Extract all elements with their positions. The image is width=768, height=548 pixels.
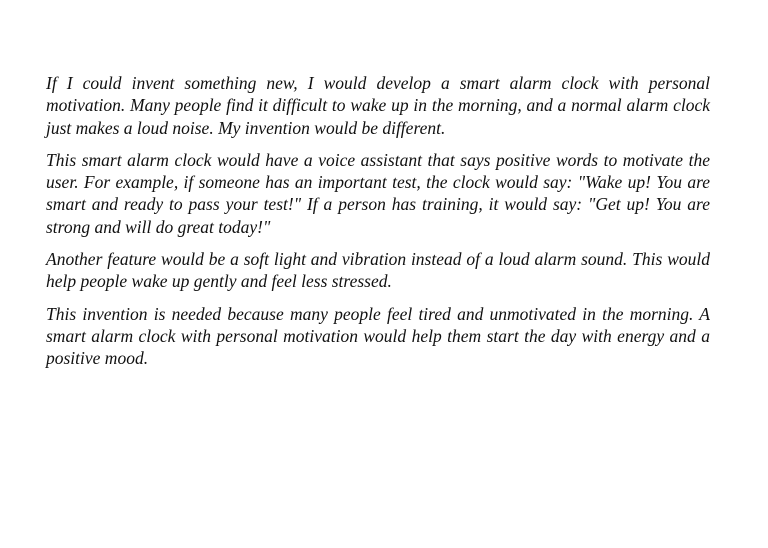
document-body xyxy=(46,72,710,380)
paragraph-conclusion: This invention is needed because many people feel tired and unmotivated in the morning. A smart alarm clock with personal motivation would help them start the day with energy and a positive mood. xyxy=(46,303,710,369)
paragraph-light-feature: Another feature would be a soft light and vibration instead of a loud alarm sound. This would help people wake up gently and feel less stressed. xyxy=(46,249,710,292)
paragraph-voice-assistant: This smart alarm clock would have a voice assistant that says positive words to motivate the user. For example, if someone has an important test, the clock would say: "Wake up! You are smart and ready to pass your test!" If a person has training, it would say: "Get up! You are strong and will do great today!" xyxy=(46,149,710,237)
paragraph-intro: If I could invent something new, I would develop a smart alarm clock with personal motivation. Many people find it difficult to wake up in the morning, and a normal alarm clock just makes a loud noise. My invention would be different. xyxy=(46,73,710,138)
